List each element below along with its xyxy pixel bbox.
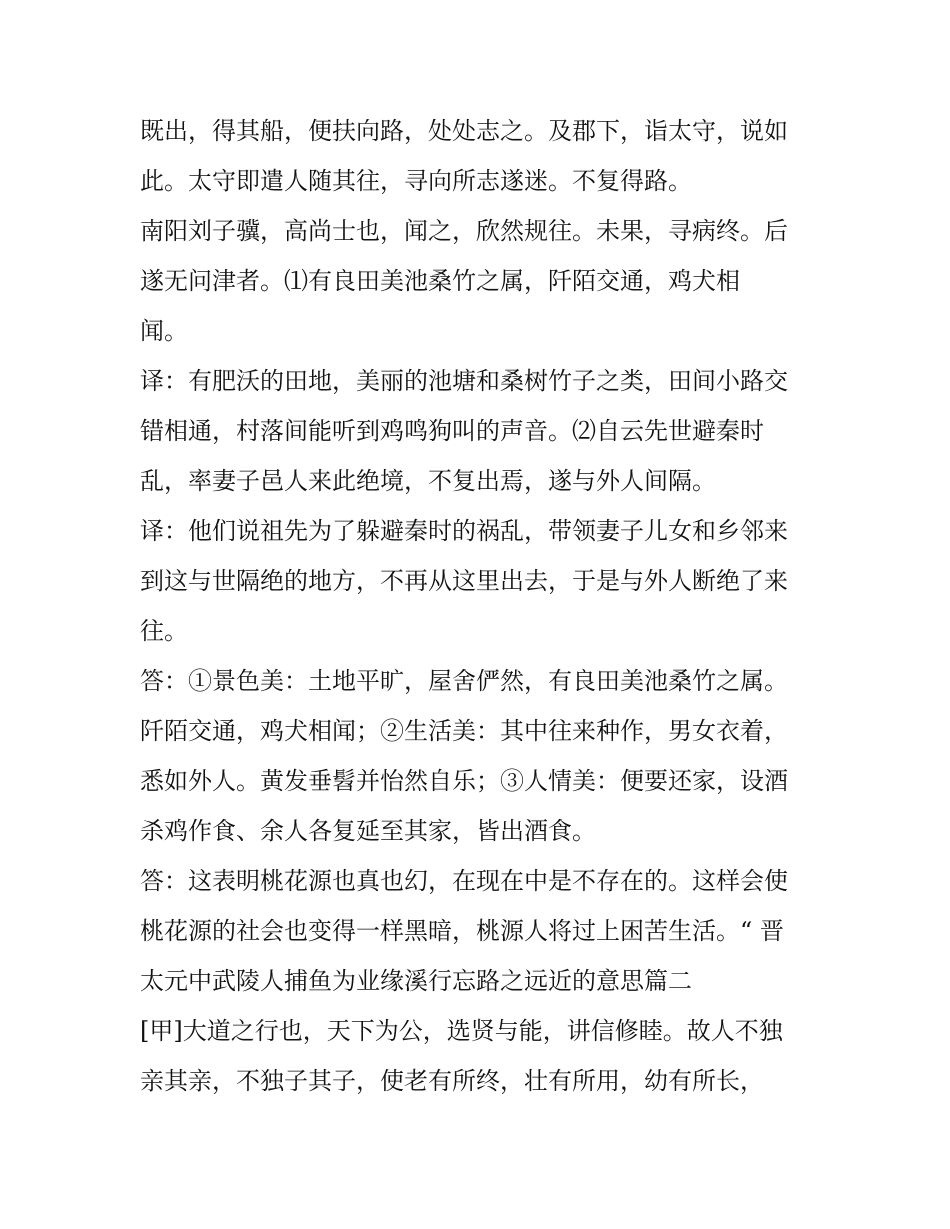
text-line: 亲其亲，不独子其子，使老有所终，壮有所用，幼有所长， — [140, 1067, 764, 1095]
text-line: [甲]大道之行也，天下为公，选贤与能，讲信修睦。故人不独 — [140, 1017, 783, 1045]
text-line: 遂无问津者。⑴有良田美池桑竹之属，阡陌交通，鸡犬相 — [140, 267, 740, 295]
text-line: 阡陌交通，鸡犬相闻；②生活美：其中往来种作，男女衣着， — [140, 717, 788, 745]
text-line: 既出，得其船，便扶向路，处处志之。及郡下，诣太守，说如 — [140, 117, 788, 145]
document-body — [140, 106, 830, 1106]
text-line: 往。 — [140, 617, 188, 645]
text-line: 译：他们说祖先为了躲避秦时的祸乱，带领妻子儿女和乡邻来 — [140, 517, 788, 545]
text-line: 悉如外人。黄发垂髫并怡然自乐；③人情美：便要还家，设酒 — [140, 767, 788, 795]
text-line: 答：①景色美：土地平旷，屋舍俨然，有良田美池桑竹之属。 — [140, 667, 788, 695]
text-line: 乱，率妻子邑人来此绝境，不复出焉，遂与外人间隔。 — [140, 467, 716, 495]
text-line: 到这与世隔绝的地方，不再从这里出去，于是与外人断绝了来 — [140, 567, 788, 595]
text-line: 译：有肥沃的田地，美丽的池塘和桑树竹子之类，田间小路交 — [140, 367, 788, 395]
text-line: 桃花源的社会也变得一样黑暗，桃源人将过上困苦生活。“ 晋 — [140, 917, 784, 945]
text-line: 杀鸡作食、余人各复延至其家，皆出酒食。 — [140, 817, 596, 845]
text-line: 闻。 — [140, 317, 188, 345]
text-line: 南阳刘子骥，高尚士也，闻之，欣然规往。未果，寻病终。后 — [140, 217, 788, 245]
text-line: 太元中武陵人捕鱼为业缘溪行忘路之远近的意思篇二 — [140, 967, 692, 995]
text-line: 此。太守即遣人随其往，寻向所志遂迷。不复得路。 — [140, 167, 692, 195]
text-line: 错相通，村落间能听到鸡鸣狗叫的声音。⑵自云先世避秦时 — [140, 417, 764, 445]
text-line: 答：这表明桃花源也真也幻，在现在中是不存在的。这样会使 — [140, 867, 788, 895]
